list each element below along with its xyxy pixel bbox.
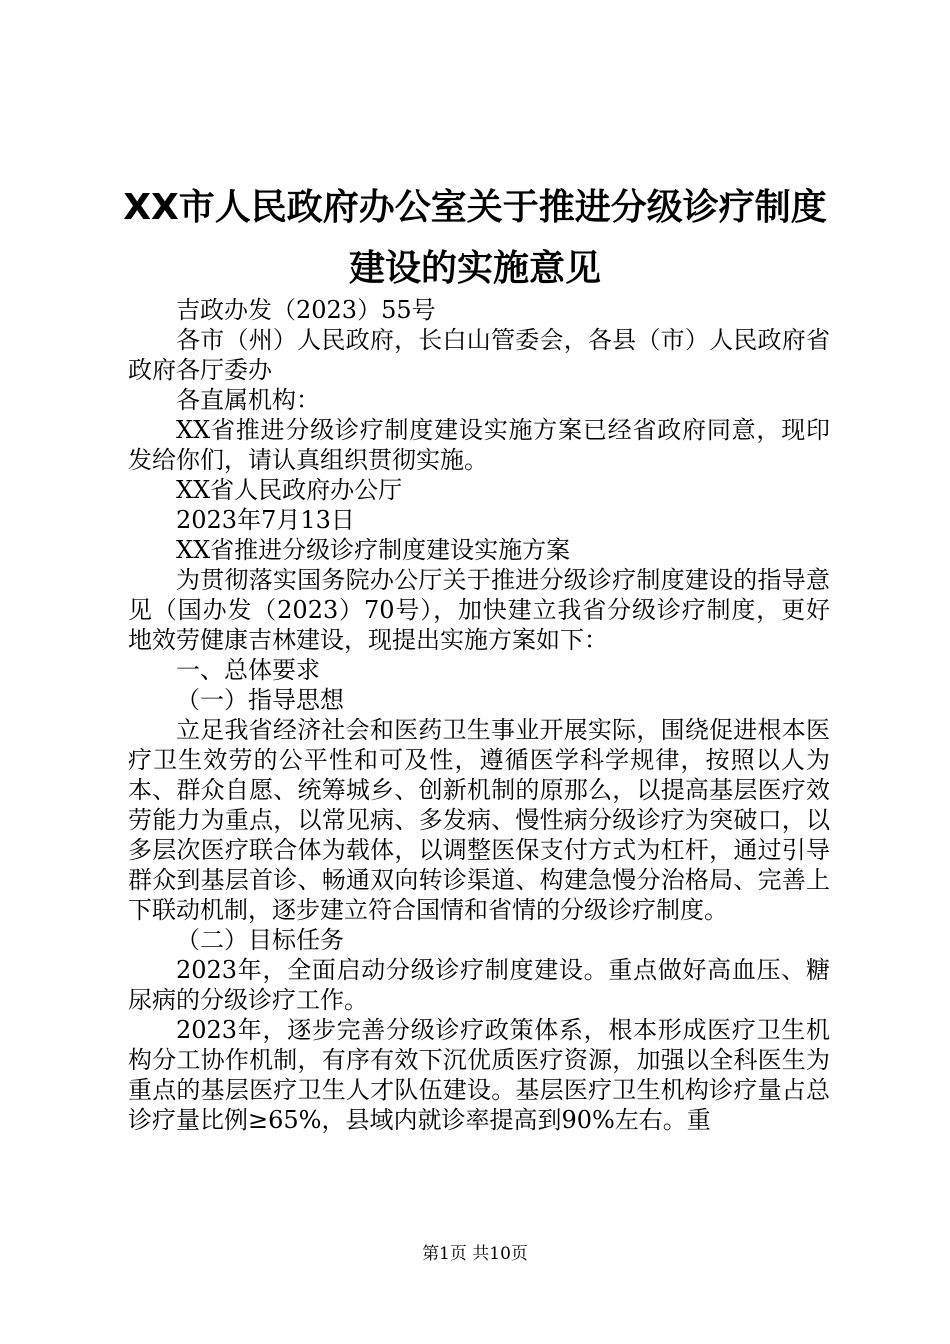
recipients-line: 各市（州）人民政府，长白山管委会，各县（市）人民政府省政府各厅委办 (128, 326, 830, 384)
page-footer: 第1页 共10页 (422, 1244, 528, 1264)
body-paragraph: 立足我省经济社会和医药卫生事业开展实际，围绕促进根本医疗卫生效劳的公平性和可及性，遵循医学科学规律，按照以人为本、群众自愿、统筹城乡、创新机制的原那么，以提高基层医疗效劳能力为重点，以常见病、多发病、慢性病分级诊疗为突破口，以多层次医疗联合体为载体，以调整医保支付方式为杠杆，通过引导群众到基层首诊、畅通双向转诊渠道、构建急慢分治格局、完善上下联动机制，逐步建立符合国情和省情的分级诊疗制度。 (128, 716, 830, 924)
document-body (128, 295, 830, 1135)
body-paragraph: 2023年，全面启动分级诊疗制度建设。重点做好高血压、糖尿病的分级诊疗工作。 (128, 956, 830, 1014)
subsection-heading: （一）指导思想 (176, 686, 344, 714)
issuer-signature: XX省人民政府办公厅 (176, 476, 403, 504)
recipients-line-2: 各直属机构： (176, 386, 320, 414)
document-title-line-2: 建设的实施意见 (348, 248, 601, 289)
body-paragraph: 为贯彻落实国务院办公厅关于推进分级诊疗制度建设的指导意见（国办发（2023）70号），加快建立我省分级诊疗制度，更好地效劳健康吉林建设，现提出实施方案如下： (128, 566, 830, 654)
document-number: 吉政办发（2023）55号 (176, 296, 436, 324)
body-paragraph: 2023年，逐步完善分级诊疗政策体系，根本形成医疗卫生机构分工协作机制，有序有效下沉优质医疗资源，加强以全科医生为重点的基层医疗卫生人才队伍建设。基层医疗卫生机构诊疗量占总诊疗量比例≥65%，县域内就诊率提高到90%左右。重 (128, 1016, 830, 1134)
issue-date: 2023年7月13日 (176, 506, 355, 534)
plan-title: XX省推进分级诊疗制度建设实施方案 (176, 536, 571, 564)
body-paragraph: XX省推进分级诊疗制度建设实施方案已经省政府同意，现印发给你们，请认真组织贯彻实施。 (128, 416, 830, 474)
subsection-heading: （二）目标任务 (176, 926, 344, 954)
document-title-line-1: XX市人民政府办公室关于推进分级诊疗制度 (123, 187, 827, 228)
section-heading: 一、总体要求 (176, 656, 320, 684)
